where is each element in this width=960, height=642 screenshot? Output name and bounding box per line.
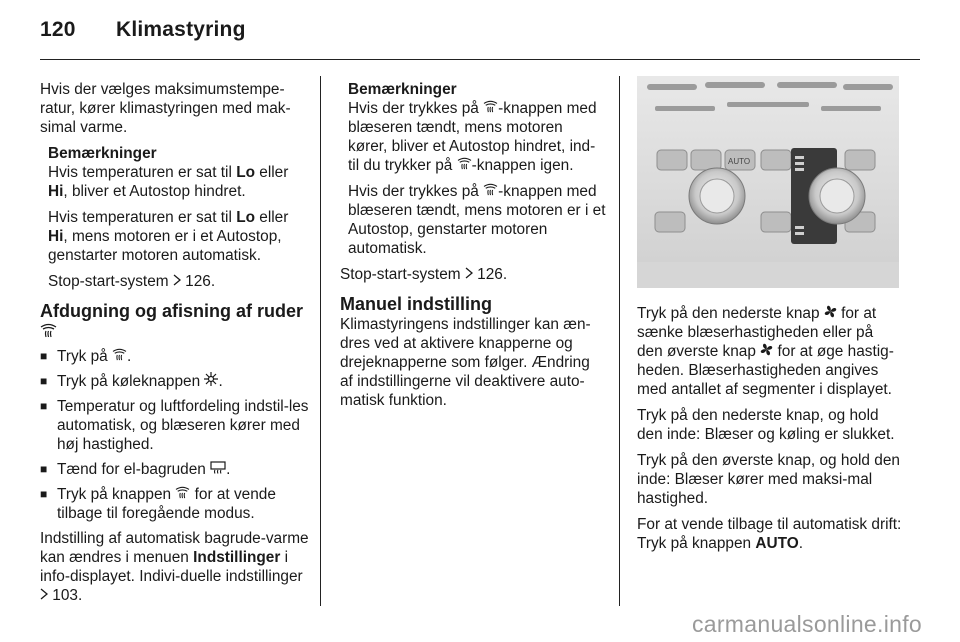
arrow-ref-icon: [40, 586, 48, 605]
fan-speed-paragraph: Tryk på den nederste knap for at sænke blæserhastigheden eller på den øverste knap for at øge hastig-heden. Blæserhastigheden angives med antallet af segmenter i displayet.: [637, 305, 894, 398]
fan-icon: [824, 304, 837, 323]
outro-paragraph: Indstilling af automatisk bagrude-varme kan ændres i menuen Indstillinger i info-displayet. Indivi-duelle indstillinger 103.: [40, 530, 309, 604]
column-1: [40, 80, 312, 612]
column-3: [637, 304, 903, 560]
defrost-icon: [112, 347, 127, 366]
climate-control-photo: [637, 76, 899, 288]
list-item: ■ Tryk på knappen for at vende tilbage til foregående modus.: [40, 485, 312, 523]
note-block-1: [48, 144, 312, 291]
manual-body: Klimastyringens indstillinger kan æn-dres ved at aktivere knapperne og drejeknapperne som følger. Ændring af indstillingerne vil deaktivere auto-matisk funktion.: [340, 316, 591, 409]
note-heading: Bemærkninger: [348, 81, 457, 98]
note-heading: Bemærkninger: [48, 145, 157, 162]
watermark: carmanualsonline.info: [691, 611, 922, 637]
defrost-icon: [40, 322, 57, 343]
header-rule: [40, 59, 920, 60]
column-divider-1: [320, 76, 321, 606]
list-item: ■ Tænd for el-bagruden .: [40, 460, 312, 479]
note-paragraph-1: Hvis der trykkes på -knappen med blæseren tændt, mens motoren kører, bliver et Autostop hindret, ind-til du trykker på -knappen igen.: [348, 100, 597, 174]
intro-paragraph: Hvis der vælges maksimumstempe-ratur, kører klimastyringen med mak-simal varme.: [40, 81, 291, 136]
defrost-icon: [457, 156, 472, 175]
list-item: ■ Tryk på køleknappen .: [40, 372, 312, 391]
fan-icon: [760, 342, 773, 361]
page-header: [40, 18, 246, 42]
column-divider-2: [619, 76, 620, 606]
defrost-icon: [175, 485, 190, 504]
photo-auto-label: AUTO: [728, 157, 751, 166]
rear-window-heater-icon: [210, 460, 226, 479]
reference-paragraph: Stop-start-system 126.: [340, 266, 508, 283]
fan-off-paragraph: Tryk på den nederste knap, og hold den inde: Blæser og køling er slukket.: [637, 407, 895, 443]
page-title: Klimastyring: [116, 18, 246, 41]
note-paragraph-1: Hvis temperaturen er sat til Lo eller Hi, bliver et Autostop hindret.: [48, 164, 289, 200]
defrost-steps-list: [40, 347, 312, 523]
list-item: ■ Temperatur og luftfordeling indstil-les automatisk, og blæseren kører med høj hastighed.: [40, 397, 312, 454]
fan-max-paragraph: Tryk på den øverste knap, og hold den inde: Blæser kører med maksi-mal hastighed.: [637, 452, 900, 507]
auto-mode-paragraph: For at vende tilbage til automatisk drift: Tryk på knappen AUTO.: [637, 516, 902, 552]
note-block-2: [348, 80, 606, 258]
page-number: 120: [40, 18, 76, 41]
column-2: [340, 80, 606, 417]
note-paragraph-2: Hvis der trykkes på -knappen med blæseren tændt, mens motoren er i et Autostop, genstarter motoren automatisk.: [348, 183, 606, 257]
note-paragraph-2: Hvis temperaturen er sat til Lo eller Hi, mens motoren er i et Autostop, genstarter motoren automatisk.: [48, 209, 289, 264]
cooling-icon: [204, 372, 218, 391]
defrost-icon: [483, 99, 498, 118]
defrost-icon: [483, 182, 498, 201]
arrow-ref-icon: [465, 265, 473, 284]
section-heading-defrost: Afdugning og afisning af ruder: [40, 301, 312, 343]
note-paragraph-3: Stop-start-system 126.: [48, 273, 216, 290]
arrow-ref-icon: [173, 272, 181, 291]
list-item: ■ Tryk på .: [40, 347, 312, 366]
section-heading-manual: Manuel indstilling: [340, 294, 492, 314]
